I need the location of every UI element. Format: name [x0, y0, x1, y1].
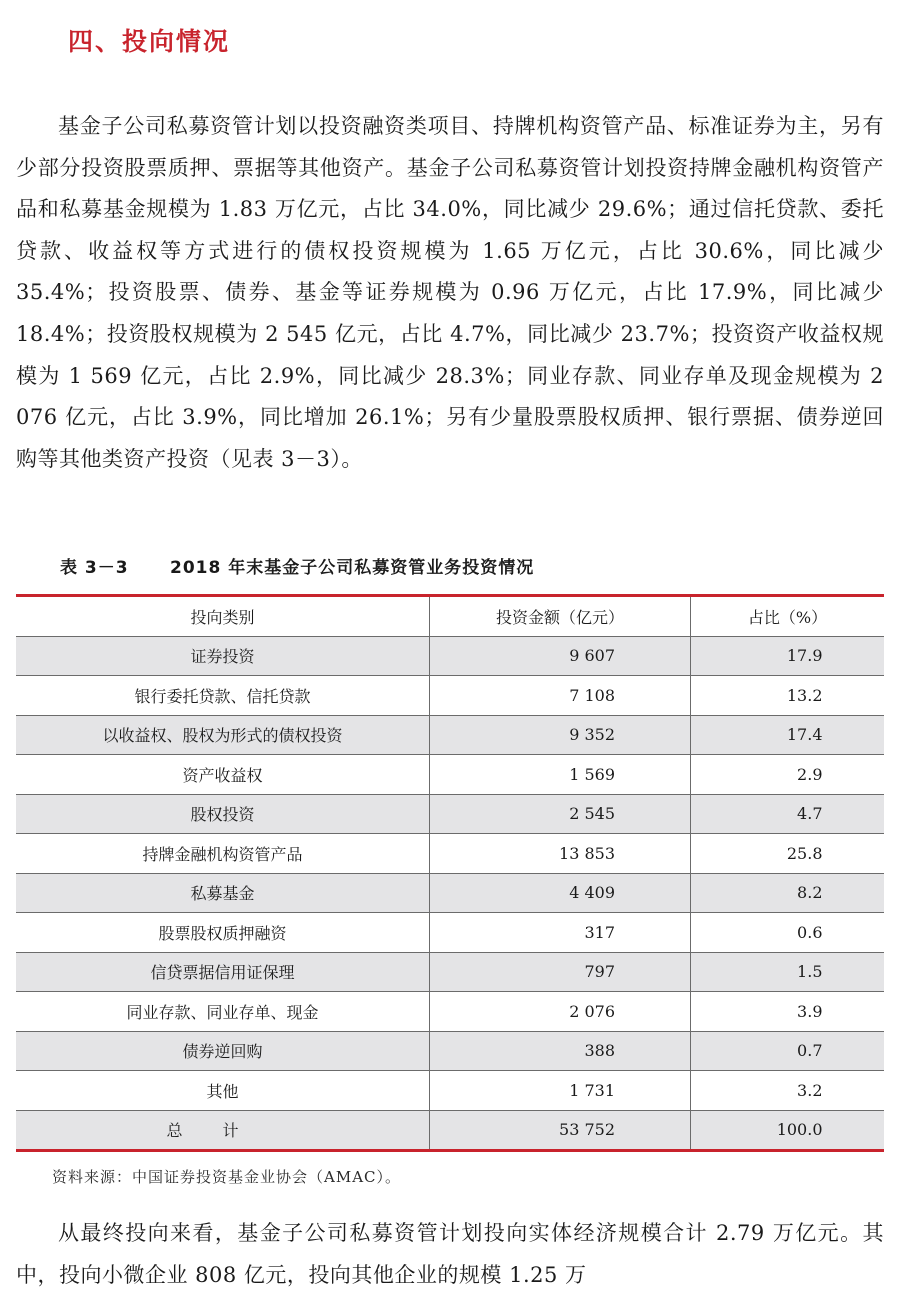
- row-amount: 1 569: [569, 764, 615, 784]
- body-paragraph-1: 基金子公司私募资管计划以投资融资类项目、持牌机构资管产品、标准证券为主，另有少部分投资股票质押、票据等其他资产。基金子公司私募资管计划投资持牌金融机构资管产品和私募基金规模为 1.83 万亿元，占比 34.0%，同比减少 29.6%；通过信托贷款、委托贷款、收益权等方式进行的债权投资规模为 1.65 万亿元，占比 30.6%，同比减少 35.4%；投资股票、债券、基金等证券规模为 0.96 万亿元，占比 17.9%，同比减少 18.4%；投资股权规模为 2 545 亿元，占比 4.7%，同比减少 23.7%；投资资产收益权规模为 1 569 亿元，占比 2.9%，同比减少 28.3%；同业存款、同业存单及现金规模为 2 076 亿元，占比 3.9%，同比增加 26.1%；另有少量股票股权质押、银行票据、债券逆回购等其他类资产投资（见表 3－3）。: [16, 114, 884, 471]
- table-caption-number: 表 3－3: [60, 558, 129, 578]
- row-amount: 1 731: [569, 1080, 615, 1100]
- row-ratio-cell: [691, 952, 885, 992]
- table-row: [16, 755, 884, 795]
- row-ratio: 3.2: [797, 1080, 823, 1100]
- row-category: 股权投资: [16, 794, 430, 834]
- row-category: 其他: [16, 1071, 430, 1111]
- table-row: [16, 1071, 884, 1111]
- row-amount: 2 076: [569, 1001, 615, 1021]
- table-row: [16, 952, 884, 992]
- row-ratio: 17.9: [786, 646, 823, 666]
- row-amount-cell: [430, 794, 691, 834]
- row-amount-cell: [430, 715, 691, 755]
- total-category-cell: [16, 1110, 430, 1151]
- row-category: 证券投资: [16, 636, 430, 676]
- row-amount-cell: [430, 913, 691, 953]
- table-caption: [60, 553, 534, 578]
- row-ratio: 1.5: [797, 962, 823, 982]
- row-amount: 388: [584, 1041, 615, 1061]
- header-amount: 投资金额（亿元）: [430, 596, 691, 637]
- row-amount-cell: [430, 873, 691, 913]
- table-header-row: [16, 596, 884, 637]
- row-ratio: 13.2: [786, 685, 823, 705]
- table-row: [16, 715, 884, 755]
- row-ratio-cell: [691, 636, 885, 676]
- row-ratio-cell: [691, 834, 885, 874]
- row-category: 信贷票据信用证保理: [16, 952, 430, 992]
- row-amount-cell: [430, 676, 691, 716]
- row-category: 银行委托贷款、信托贷款: [16, 676, 430, 716]
- row-ratio: 0.6: [797, 922, 823, 942]
- total-category: 总计: [166, 1121, 279, 1141]
- row-ratio: 4.7: [797, 804, 823, 824]
- row-ratio-cell: [691, 794, 885, 834]
- row-amount: 4 409: [569, 883, 615, 903]
- row-category: 持牌金融机构资管产品: [16, 834, 430, 874]
- row-category: 债券逆回购: [16, 1031, 430, 1071]
- row-category: 股票股权质押融资: [16, 913, 430, 953]
- investment-table: [16, 594, 884, 1152]
- row-amount-cell: [430, 1031, 691, 1071]
- row-amount: 797: [584, 962, 615, 982]
- table-row: [16, 636, 884, 676]
- body-paragraph-2: 从最终投向来看，基金子公司私募资管计划投向实体经济规模合计 2.79 万亿元。其中，投向小微企业 808 亿元，投向其他企业的规模 1.25 万: [16, 1221, 884, 1287]
- table-caption-title: 2018 年末基金子公司私募资管业务投资情况: [170, 558, 535, 578]
- table-total-row: [16, 1110, 884, 1151]
- row-category: 同业存款、同业存单、现金: [16, 992, 430, 1032]
- row-ratio-cell: [691, 992, 885, 1032]
- row-amount: 317: [584, 922, 615, 942]
- row-ratio: 17.4: [786, 725, 823, 745]
- row-amount: 13 853: [559, 843, 615, 863]
- total-ratio-cell: [691, 1110, 885, 1151]
- row-ratio: 3.9: [797, 1001, 823, 1021]
- row-category: 资产收益权: [16, 755, 430, 795]
- row-amount-cell: [430, 992, 691, 1032]
- section-heading: 四、投向情况: [68, 27, 231, 56]
- row-ratio-cell: [691, 913, 885, 953]
- row-amount: 2 545: [569, 804, 615, 824]
- row-ratio: 8.2: [797, 883, 823, 903]
- row-category: 私募基金: [16, 873, 430, 913]
- row-ratio-cell: [691, 755, 885, 795]
- row-ratio-cell: [691, 1031, 885, 1071]
- row-category: 以收益权、股权为形式的债权投资: [16, 715, 430, 755]
- row-amount-cell: [430, 834, 691, 874]
- row-ratio: 25.8: [786, 843, 823, 863]
- source-note: 资料来源：中国证券投资基金业协会（AMAC）。: [52, 1168, 402, 1186]
- row-amount: 9 607: [569, 646, 615, 666]
- table-row: [16, 913, 884, 953]
- row-amount-cell: [430, 755, 691, 795]
- row-amount: 7 108: [569, 685, 615, 705]
- table-row: [16, 794, 884, 834]
- row-ratio-cell: [691, 873, 885, 913]
- row-ratio: 0.7: [797, 1041, 823, 1061]
- row-amount-cell: [430, 952, 691, 992]
- table-row: [16, 873, 884, 913]
- total-amount: 53 752: [559, 1120, 615, 1140]
- header-ratio: 占比（%）: [691, 596, 885, 637]
- table-row: [16, 676, 884, 716]
- table-row: [16, 1031, 884, 1071]
- row-ratio: 2.9: [797, 764, 823, 784]
- table-row: [16, 992, 884, 1032]
- row-ratio-cell: [691, 715, 885, 755]
- row-ratio-cell: [691, 1071, 885, 1111]
- row-amount-cell: [430, 1071, 691, 1111]
- total-ratio: 100.0: [776, 1120, 823, 1140]
- row-amount: 9 352: [569, 725, 615, 745]
- row-amount-cell: [430, 636, 691, 676]
- table-row: [16, 834, 884, 874]
- row-ratio-cell: [691, 676, 885, 716]
- total-amount-cell: [430, 1110, 691, 1151]
- header-category: 投向类别: [16, 596, 430, 637]
